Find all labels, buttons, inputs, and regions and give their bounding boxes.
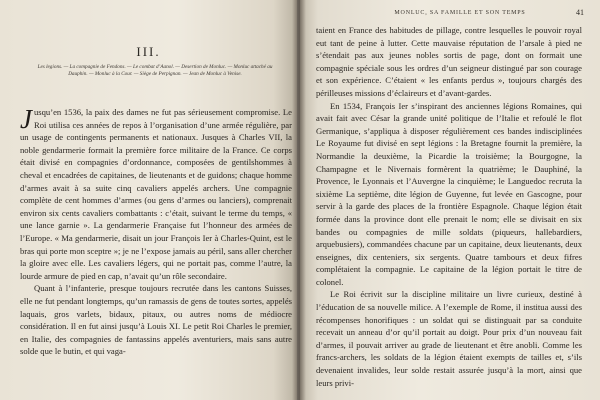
right-page-body bbox=[316, 24, 582, 389]
left-page bbox=[0, 0, 297, 400]
page-number: 41 bbox=[576, 8, 584, 17]
paragraph: En 1534, François Ier s’inspirant des anciennes légions Romaines, qui avait fait avec César la grande unité politique de l’Italie et refoulé le flot Germanique, s’appliqua à disposer régulièrement ces bandes indisciplinées Le Royaume fut divisé en sept légions : la Bretagne fournit la première, la Normandie la deuxième, la Picardie la troisième; la Bourgogne, la Champagne et le Nivernais formèrent la quatrième; le Dauphiné, la Provence, le Lyonnais et l’Auvergne la cinquième; le Languedoc recruta la sixième La septième, dite légion de Guyenne, fut levée en Gascogne, pour servir à la garde des places de la frontière Espagnole. Chaque légion était formée dans la province dont elle prenait le nom; elle se divisait en six bandes ou compagnies de mille soldats (piqueurs, hallebardiers, arquebusiers), commandées chacune par un capitaine, deux lieutenants, deux enseignes, dix centeniers, six sergents. Quatre tambours et deux fifres complétaient la compagnie. Le capitaine de la légion portait le titre de colonel. bbox=[316, 100, 582, 287]
drop-cap: J bbox=[20, 104, 32, 134]
paragraph: Le Roi écrivit sur la discipline militaire un livre curieux, destiné à l’éducation de sa nouvelle milice. A l’exemple de Rome, il institua aussi des récompenses honorifiques : un soldat qui se distinguait par sa conduite recevait un anneau d’or qu’il portait au doigt. Pour prix d’un nouveau fait d’armes, il pouvait arriver au grade de lieutenant et être anobli. Comme les francs-archers, les soldats de la légion étaient exempts de tailles et, s’ils devenaient invalides, leur solde restait assurée jusqu’à la mort, ainsi que leurs privi- bbox=[316, 289, 582, 388]
chapter-summary: Les legions. — La compagnie de Fendons. — Le combat d’Aanol. — Desertion de Monluc. — Monluc attaché au Dauphin. — Monluc à la Cour. — Siège de Perpignan. — Jean de Monluc à Venise. bbox=[37, 64, 273, 77]
left-page-body bbox=[20, 106, 292, 358]
paragraph: taient en France des habitudes de pillage, contre lesquelles le pouvoir royal eut tant de peine à lutter. Cette mauvaise réputation de l’arsale à pied ne s’étendait pas aux jeunes nobles sortis de page, dont on formait une compagnie spéciale sous les ordres d’un seigneur distingué par son courage et son expérience. C’étaient « les enfants perdus », toujours chargés des périlleuses missions d’éclaireurs et d’avant-gardes. bbox=[316, 25, 582, 98]
paragraph bbox=[20, 106, 292, 282]
paragraph-text: usqu’en 1536, la paix des dames ne fut pas sérieusement compromise. Le Roi utilisa ces années de repos à l’organisation d’une armée régulière, par un usage de contingents permanents et nationaux. Jusques à Charles VII, la noble gendarmerie formait la première force militaire de la France. Ce corps était divisé en compagnies d’ordonnance, composées de gentilshommes à cheval et encadrées de capitaines, de lieutenants et de guidons; chaque homme d’armes avait à sa suite cinq cavaliers appelés archers. Une compagnie complète de cent hommes d’armes (ou gens d’armes ou lanciers), comprenait environ six cents cavaliers combattants : c’était, suivant le terme du temps, « une lance garnie ». La gendarmerie Française fut l’honneur des armées de l’Europe. « Ma gendarmerie, disait un jour François Ier à Charles-Quint, est le bras qui porte mon sceptre »; je ne l’expose jamais au péril, sans aller chercher la gloire avec elle. Les cavaliers légers, qui ne portait pas, comme l’autre, la lourde armure de pied en cap, n’avait qu’un rôle secondaire. bbox=[20, 107, 292, 281]
book-gutter bbox=[292, 0, 306, 400]
paragraph: Quant à l’infanterie, presque toujours recrutée dans les cantons Suisses, elle ne fut pendant longtemps, qu’un ramassis de gens de toutes sortes, appelés laquais, gros varlets, bidaux, pitaux, ou autres noms de médiocre considération. Il en fut ainsi jusqu’à Louis XI. Le petit Roi Charles le premier, en Italie, des compagnies de fantassins appelés aventuriers, mais sans autre solde que le butin, et qui vaga- bbox=[20, 283, 292, 357]
right-page bbox=[300, 0, 600, 400]
running-head: MONLUC, SA FAMILLE ET SON TEMPS bbox=[394, 10, 526, 16]
chapter-number: III. bbox=[136, 44, 161, 59]
